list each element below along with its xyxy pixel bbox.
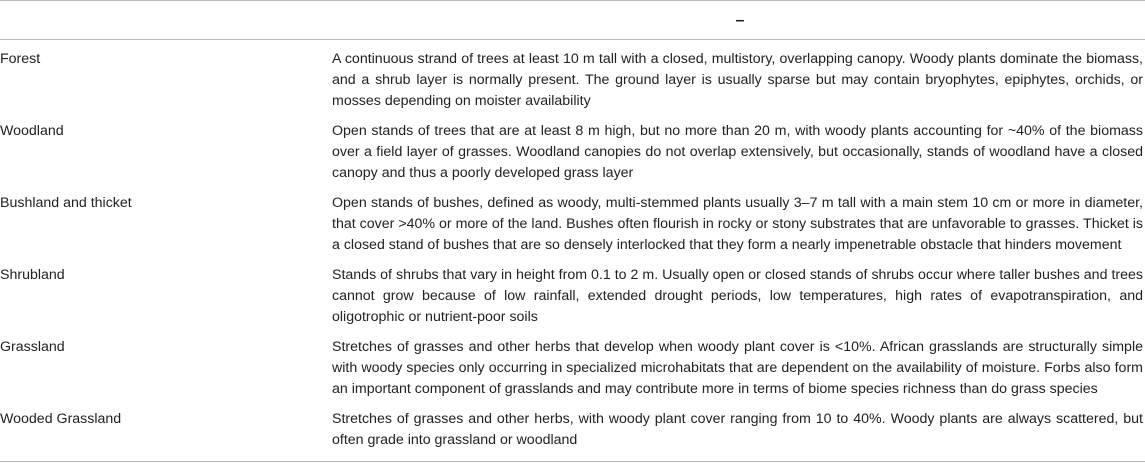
description-cell: A continuous strand of trees at least 10 m tall with a closed, multistory, overlapping canopy. Woody plants dominate the biomass, and a shrub layer is normally present. The ground layer is usually sparse but may contain bryophytes, epiphytes, orchids, or mosses depending on moister availability xyxy=(332,51,1143,109)
table-row-woodland xyxy=(0,112,1145,184)
term-cell: Woodland xyxy=(0,123,64,139)
term-cell: Grassland xyxy=(0,339,65,355)
description-cell: Stands of shrubs that vary in height from 0.1 to 2 m. Usually open or closed stands of shrubs occur where taller bushes and trees cannot grow because of low rainfall, extended drought periods, low temperatures, high rates of evapotranspiration, and oligotrophic or nutrient-poor soils xyxy=(332,267,1143,325)
table-row-forest xyxy=(0,40,1145,113)
table-row-wooded-grassland xyxy=(0,400,1145,462)
description-cell: Stretches of grasses and other herbs that develop when woody plant cover is <10%. African grasslands are structurally simple with woody species only occurring in specialized microhabitats that are dependent on the availability of moisture. Forbs also form an important component of grasslands and may contribute more in terms of biome species richness than do grass species xyxy=(332,339,1143,397)
header-cell-type xyxy=(0,1,331,40)
header-cell-description: – xyxy=(735,11,745,29)
term-cell: Shrubland xyxy=(0,267,65,283)
table-header-row xyxy=(0,1,1145,40)
table-row-grassland xyxy=(0,328,1145,400)
term-cell: Bushland and thicket xyxy=(0,195,132,211)
table-row-shrubland xyxy=(0,256,1145,328)
description-cell: Stretches of grasses and other herbs, with woody plant cover ranging from 10 to 40%. Woody plants are always scattered, but often grade into grassland or woodland xyxy=(332,411,1143,448)
table-row-bushland-and-thicket xyxy=(0,184,1145,256)
description-cell: Open stands of bushes, defined as woody, multi-stemmed plants usually 3–7 m tall with a main stem 10 cm or more in diameter, that cover >40% or more of the land. Bushes often flourish in rocky or stony substrates that are unfavorable to grasses. Thicket is a closed stand of bushes that are so densely interlocked that they form a nearly impenetrable obstacle that hinders movement xyxy=(332,195,1143,253)
term-cell: Forest xyxy=(0,51,41,67)
description-cell: Open stands of trees that are at least 8 m high, but no more than 20 m, with woody plants accounting for ~40% of the biomass over a field layer of grasses. Woodland canopies do not overlap extensively, but occasionally, stands of woodland have a closed canopy and thus a poorly developed grass layer xyxy=(332,123,1143,181)
term-cell: Wooded Grassland xyxy=(0,411,122,427)
